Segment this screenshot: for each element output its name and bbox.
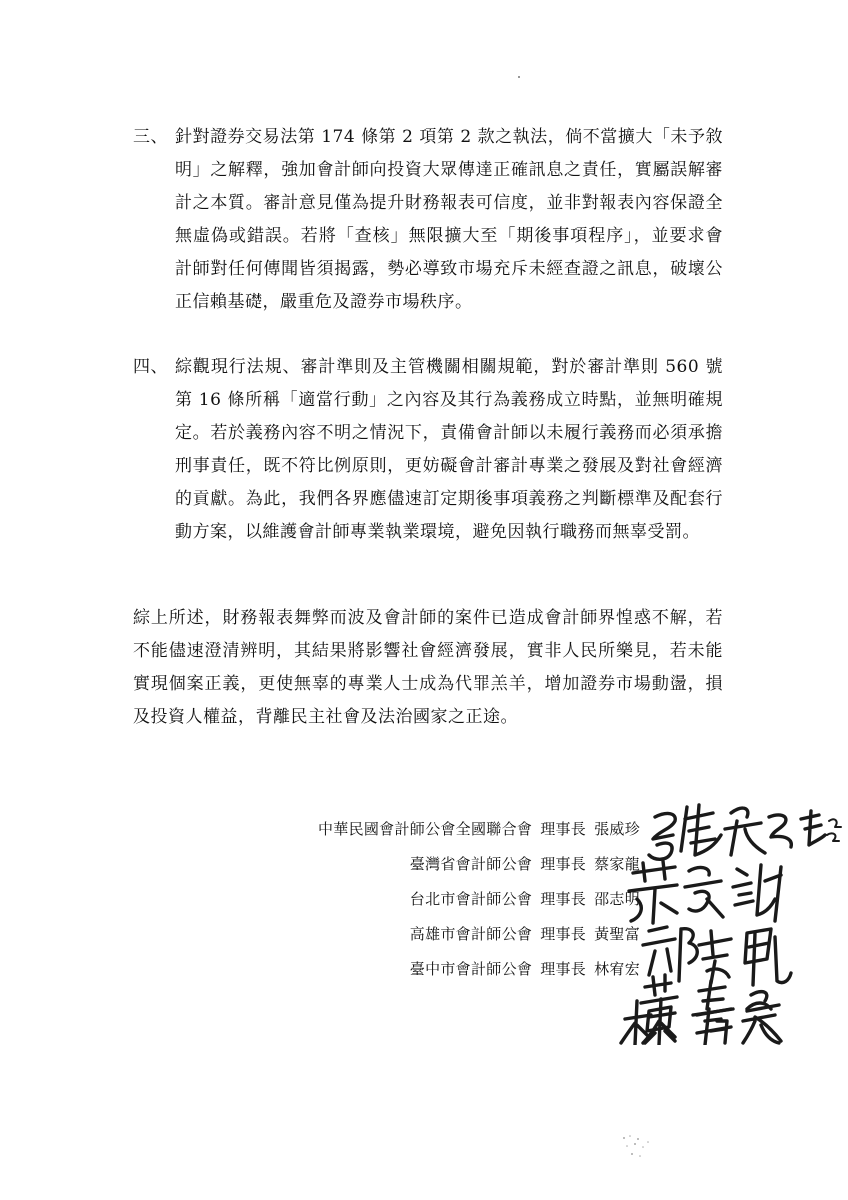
- signatory-organization: 臺中市會計師公會: [409, 960, 533, 978]
- signatory-name: 蔡家龍: [594, 855, 640, 873]
- signatory-block: [240, 812, 640, 987]
- section-4-number: 四、: [133, 357, 168, 377]
- section-3-number: 三、: [133, 127, 168, 147]
- signature-lin: [621, 999, 779, 1045]
- signatory-title: 理事長: [540, 890, 587, 908]
- signatory-organization: 台北市會計師公會: [409, 890, 533, 908]
- scan-artifact: [618, 1130, 658, 1170]
- signatory-name: 張威珍: [594, 820, 640, 838]
- section-3-text: 針對證券交易法第 174 條第 2 項第 2 款之執法，倘不當擴大「未予敘明」之解釋，強加會計師向投資大眾傳達正確訊息之責任，實屬誤解審計之本質。審計意見僅為提升財務報表可信度，並非對報表內容保證全無虛偽或錯誤。若將「查核」無限擴大至「期後事項程序」，並要求會計師對任何傳聞皆須揭露，勢必導致市場充斥未經查證之訊息，破壞公正信賴基礎，嚴重危及證券市場秩序。: [175, 127, 723, 312]
- signatory-row: [240, 812, 640, 847]
- scan-speck: [518, 76, 520, 78]
- signature-tsai: [629, 861, 781, 923]
- section-4-text: 綜觀現行法規、審計準則及主管機關相關規範，對於審計準則 560 號第 16 條所稱「適當行動」之內容及其行為義務成立時點，並無明確規定。若於義務內容不明之情況下，責備會計師以未履行義務而必須承擔刑事責任，既不符比例原則，更妨礙會計審計專業之發展及對社會經濟的貢獻。為此，我們各界應儘速訂定期後事項義務之判斷標準及配套行動方案，以維護會計師專業執業環境，避免因執行職務而無辜受罰。: [175, 357, 723, 542]
- handwritten-signatures: [615, 795, 845, 1045]
- signatory-row: [240, 952, 640, 987]
- signatory-row: [240, 917, 640, 952]
- section-4: [133, 351, 723, 549]
- signatory-title: 理事長: [540, 820, 587, 838]
- signatory-name: 林宥宏: [594, 960, 640, 978]
- signatory-name: 邵志明: [594, 890, 640, 908]
- summary-paragraph: 綜上所述，財務報表舞弊而波及會計師的案件已造成會計師界惶惑不解，若不能儘速澄清辨明，其結果將影響社會經濟發展，實非人民所樂見，若未能實現個案正義，更使無辜的專業人士成為代罪羔羊，增加證券市場動盪，損及投資人權益，背離民主社會及法治國家之正途。: [133, 608, 723, 727]
- signatory-organization: 臺灣省會計師公會: [409, 855, 533, 873]
- signature-zhang: [649, 805, 825, 859]
- signature-date-scribble: [827, 819, 841, 841]
- signatory-organization: 中華民國會計師公會全國聯合會: [317, 820, 533, 838]
- signatory-row: [240, 882, 640, 917]
- signatory-name: 黃聖富: [594, 925, 640, 943]
- signatory-title: 理事長: [540, 855, 587, 873]
- signatory-title: 理事長: [540, 925, 587, 943]
- signatory-organization: 高雄市會計師公會: [409, 925, 533, 943]
- section-3: [133, 121, 723, 319]
- signatory-title: 理事長: [540, 960, 587, 978]
- signatory-row: [240, 847, 640, 882]
